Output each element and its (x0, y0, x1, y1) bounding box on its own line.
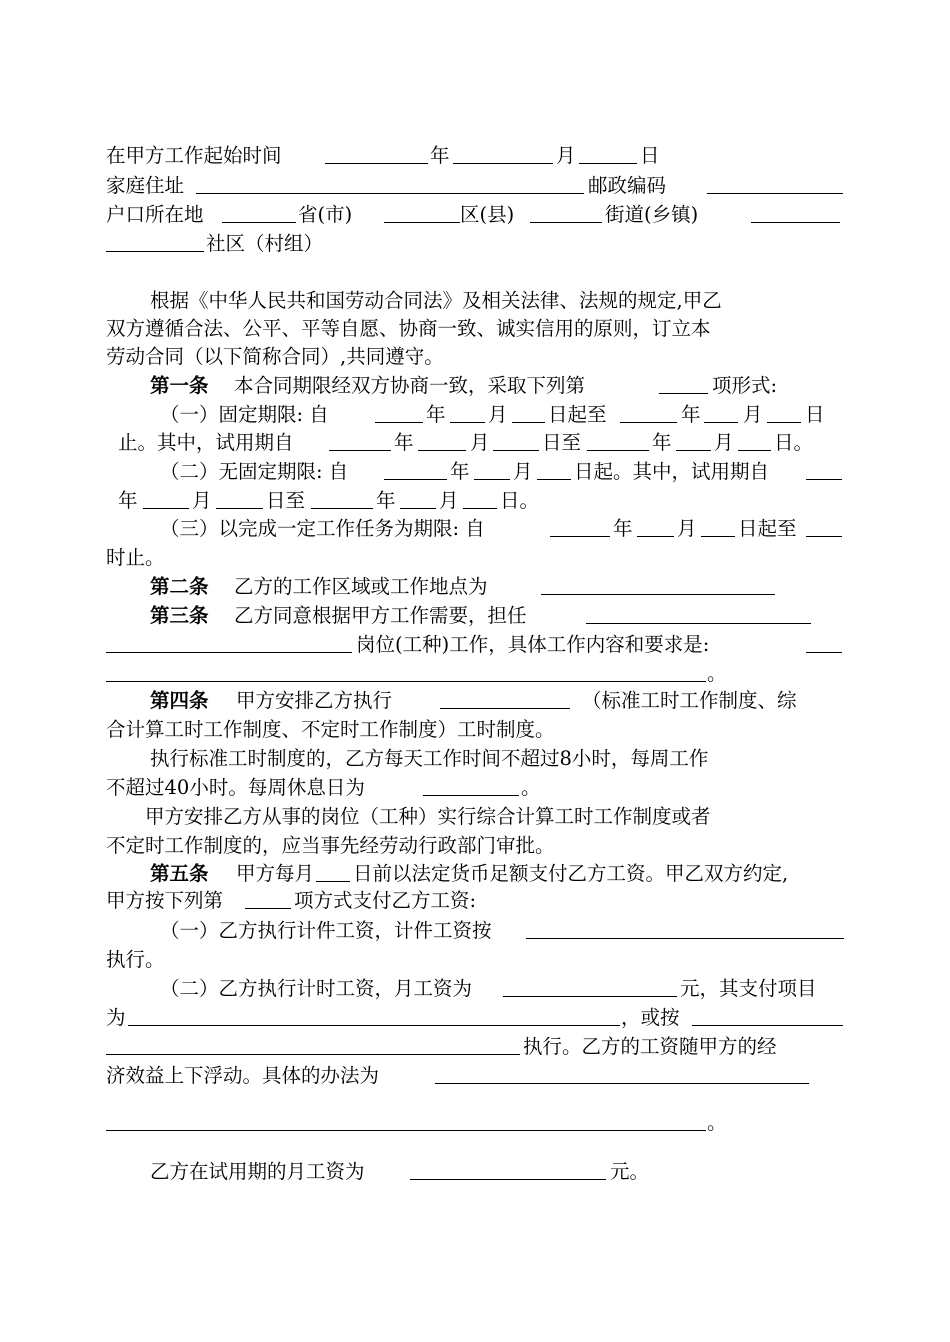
article-4-text-2: （标准工时工作制度、综 (582, 689, 797, 712)
blank-o2p-end-month[interactable] (400, 486, 436, 509)
blank-o2-day[interactable] (537, 457, 571, 480)
option-2-probation-line (0, 486, 950, 516)
article-1-line (0, 371, 950, 401)
blank-o1p-end-month[interactable] (676, 428, 711, 451)
article-3-text-2: 岗位(工种)工作，具体工作内容和要求是: (356, 633, 710, 656)
blank-o2p-end-day[interactable] (463, 486, 497, 509)
pay-option-2-line (0, 974, 950, 1004)
blank-o3-year[interactable] (550, 514, 610, 537)
day-label: 日 (640, 144, 660, 167)
article-3-end: 。 (707, 662, 727, 685)
pay-option-2-line-4 (0, 1061, 950, 1091)
o2p-month-label: 月 (192, 489, 212, 512)
province-label: 省(市) (298, 203, 353, 226)
blank-o2p-year-start[interactable] (806, 457, 842, 480)
blank-monthly-wage[interactable] (503, 974, 677, 997)
article-4-text: 甲方安排乙方执行 (236, 689, 393, 712)
pay-option-2-text-end: 元，其支付项目 (680, 977, 817, 1000)
article-3-line (0, 601, 950, 631)
blank-start-day[interactable] (579, 141, 637, 164)
article-2-line (0, 572, 950, 602)
postcode-label: 邮政编码 (588, 174, 667, 197)
intro-text-1: 根据《中华人民共和国劳动合同法》及相关法律、法规的规定,甲乙 (150, 289, 722, 312)
o1-end-year-label: 年 (681, 403, 701, 426)
article-4-para-3b (0, 831, 950, 861)
option-3-end-line (0, 543, 950, 573)
pay-option-2-text: （二）乙方执行计时工资，月工资为 (160, 977, 473, 1000)
blank-position[interactable] (586, 601, 811, 624)
article-3-line-2 (0, 630, 950, 660)
article-1-text: 本合同期限经双方协商一致，采取下列第 (234, 374, 586, 397)
option-1-probation-line (0, 428, 950, 458)
article-3-line-3 (0, 659, 950, 689)
community-line (0, 229, 950, 259)
blank-o1-end-year[interactable] (620, 400, 677, 423)
o3-year-label: 年 (613, 517, 633, 540)
blank-o3-end[interactable] (806, 514, 842, 537)
o3-end-label: 时止。 (106, 546, 165, 569)
blank-o1p-month[interactable] (418, 428, 466, 451)
o1-month-label: 月 (488, 403, 508, 426)
o1-end-day-label: 日 (805, 403, 825, 426)
or-according-label: ，或按 (621, 1006, 680, 1029)
blank-o1-month[interactable] (450, 400, 485, 423)
blank-job-content-2[interactable] (106, 659, 706, 682)
blank-rest-day[interactable] (423, 773, 519, 796)
o1-probation-label: 止。其中，试用期自 (118, 431, 294, 454)
pay-items-label: 为 (106, 1006, 126, 1029)
o3-month-label: 月 (677, 517, 697, 540)
blank-pay-option[interactable] (245, 886, 291, 909)
article-4-para-3-text: 甲方安排乙方从事的岗位（工种）实行综合计算工时工作制度或者 (145, 805, 711, 828)
intro-text-2: 双方遵循合法、公平、平等自愿、协商一致、诚实信用的原则，订立本 (106, 317, 711, 340)
street-label: 街道(乡镇) (605, 203, 699, 226)
option-3-label: （三）以完成一定工作任务为期限: 自 (160, 517, 485, 540)
option-1-line (0, 400, 950, 430)
article-4-para-2b (0, 773, 950, 803)
o1p-end-month-label: 月 (714, 431, 734, 454)
blank-province[interactable] (222, 200, 296, 223)
blank-o3-day[interactable] (701, 514, 735, 537)
article-1-text-end: 项形式: (712, 374, 778, 397)
blank-o1-end-month[interactable] (704, 400, 738, 423)
blank-o2-month[interactable] (474, 457, 510, 480)
blank-o2p-month[interactable] (143, 486, 189, 509)
blank-o2-year[interactable] (384, 457, 447, 480)
pay-option-1-line (0, 916, 950, 946)
blank-job-content[interactable] (806, 630, 842, 653)
o1-year-label: 年 (426, 403, 446, 426)
o1p-end-day-label: 日。 (774, 431, 814, 454)
blank-o1p-day[interactable] (493, 428, 539, 451)
option-2-line (0, 457, 950, 487)
blank-pay-day[interactable] (316, 859, 350, 882)
blank-o1p-end-year[interactable] (587, 428, 649, 451)
article-5-line-2 (0, 886, 950, 916)
article-5-text-2: 日前以法定货币足额支付乙方工资。甲乙双方约定, (353, 862, 789, 885)
intro-text-3: 劳动合同（以下简称合同）,共同遵守。 (106, 345, 444, 368)
blank-o3-month[interactable] (637, 514, 674, 537)
start-date-label: 在甲方工作起始时间 (106, 144, 282, 167)
pay-option-1-end-text: 执行。 (106, 948, 165, 971)
blank-start-month[interactable] (453, 141, 553, 164)
probation-wage-line (0, 1157, 950, 1187)
article-5-line (0, 859, 950, 889)
blank-pay-items[interactable] (128, 1003, 620, 1026)
article-3-text: 乙方同意根据甲方工作需要，担任 (234, 604, 527, 627)
article-2-text: 乙方的工作区域或工作地点为 (234, 575, 488, 598)
blank-probation-wage[interactable] (410, 1157, 606, 1180)
o1-to-label: 日起至 (548, 403, 607, 426)
blank-working-hours-system[interactable] (440, 686, 570, 709)
blank-postcode[interactable] (707, 171, 843, 194)
article-1-title: 第一条 (150, 374, 209, 397)
pay-option-2-line-2 (0, 1003, 950, 1033)
blank-district[interactable] (384, 200, 460, 223)
blank-o1-day[interactable] (512, 400, 545, 423)
o2p-end-month-label: 月 (439, 489, 459, 512)
article-2-title: 第二条 (150, 575, 209, 598)
blank-position-2[interactable] (106, 630, 352, 653)
article-4-para-3-text-2: 不定时工作制度的，应当事先经劳动行政部门审批。 (106, 834, 555, 857)
address-line (0, 171, 950, 201)
blank-o1p-year[interactable] (329, 428, 391, 451)
o1-end-month-label: 月 (743, 403, 763, 426)
o2p-year-label: 年 (118, 489, 138, 512)
blank-o1p-end-day[interactable] (738, 428, 771, 451)
blank-term-option[interactable] (659, 371, 708, 394)
community-label: 社区（村组） (206, 232, 324, 255)
pay-option-2-line-5 (0, 1108, 950, 1138)
o1p-end-year-label: 年 (652, 431, 672, 454)
pay-option-2-line-3 (0, 1032, 950, 1062)
blank-o1-end-day[interactable] (767, 400, 801, 423)
article-4-line (0, 686, 950, 716)
rest-day-end: 。 (521, 776, 541, 799)
article-4-text-3: 合计算工时工作制度、不定时工作制度）工时制度。 (106, 718, 555, 741)
blank-pay-basis[interactable] (692, 1003, 843, 1026)
o1p-to-label: 日至 (542, 431, 582, 454)
article-4-line-2 (0, 715, 950, 745)
blank-start-year[interactable] (325, 141, 428, 164)
blank-piece-rate[interactable] (526, 916, 844, 939)
blank-street[interactable] (530, 200, 602, 223)
option-2-label: （二）无固定期限: 自 (160, 460, 349, 483)
address-label: 家庭住址 (106, 174, 185, 197)
pay-option-1-text: （一）乙方执行计件工资，计件工资按 (160, 919, 492, 942)
o2-year-label: 年 (450, 460, 470, 483)
pay-option-1-end (0, 945, 950, 975)
article-4-para-2-text: 执行标准工时制度的，乙方每天工作时间不超过8小时，每周工作 (150, 747, 709, 770)
hukou-label: 户口所在地 (106, 203, 204, 226)
article-5-text: 甲方每月 (236, 862, 315, 885)
hukou-line (0, 200, 950, 230)
pay-option-2-text-3: 执行。乙方的工资随甲方的经 (523, 1035, 777, 1058)
article-4-para-3 (0, 802, 950, 832)
o2-probation-label: 日起。其中，试用期自 (574, 460, 770, 483)
o1p-year-label: 年 (394, 431, 414, 454)
intro-line-2 (0, 314, 950, 344)
blank-o2p-end-year[interactable] (311, 486, 373, 509)
blank-street-2[interactable] (751, 200, 840, 223)
blank-adjustment-method-2[interactable] (106, 1108, 706, 1131)
o1p-month-label: 月 (470, 431, 490, 454)
option-3-line (0, 514, 950, 544)
article-5-option-label: 甲方按下列第 (106, 889, 224, 912)
blank-work-location[interactable] (541, 572, 775, 595)
probation-wage-label: 乙方在试用期的月工资为 (150, 1160, 365, 1183)
probation-wage-unit: 元。 (610, 1160, 650, 1183)
article-4-title: 第四条 (150, 689, 209, 712)
year-label: 年 (430, 144, 450, 167)
article-5-title: 第五条 (150, 862, 209, 885)
blank-community[interactable] (106, 229, 204, 252)
blank-adjustment-method[interactable] (435, 1061, 809, 1084)
blank-o1-year[interactable] (375, 400, 423, 423)
district-label: 区(县) (460, 203, 515, 226)
blank-address[interactable] (196, 171, 584, 194)
o3-to-label: 日起至 (738, 517, 797, 540)
article-5-option-label-2: 项方式支付乙方工资: (294, 889, 477, 912)
article-4-para-2 (0, 744, 950, 774)
article-4-rest-day-label: 不超过40小时。每周休息日为 (106, 776, 365, 799)
month-label: 月 (556, 144, 576, 167)
pay-option-2-end: 。 (707, 1111, 727, 1134)
option-1-label: （一）固定期限: 自 (160, 403, 329, 426)
o2p-end-day-label: 日。 (500, 489, 540, 512)
blank-o2p-day[interactable] (216, 486, 263, 509)
o2p-end-year-label: 年 (376, 489, 396, 512)
o2-month-label: 月 (513, 460, 533, 483)
intro-line-1 (0, 286, 950, 316)
article-3-title: 第三条 (150, 604, 209, 627)
start-date-line (0, 141, 950, 171)
pay-option-2-text-4: 济效益上下浮动。具体的办法为 (106, 1064, 380, 1087)
blank-pay-basis-2[interactable] (106, 1032, 520, 1055)
intro-line-3 (0, 342, 950, 372)
o2p-to-label: 日至 (266, 489, 306, 512)
